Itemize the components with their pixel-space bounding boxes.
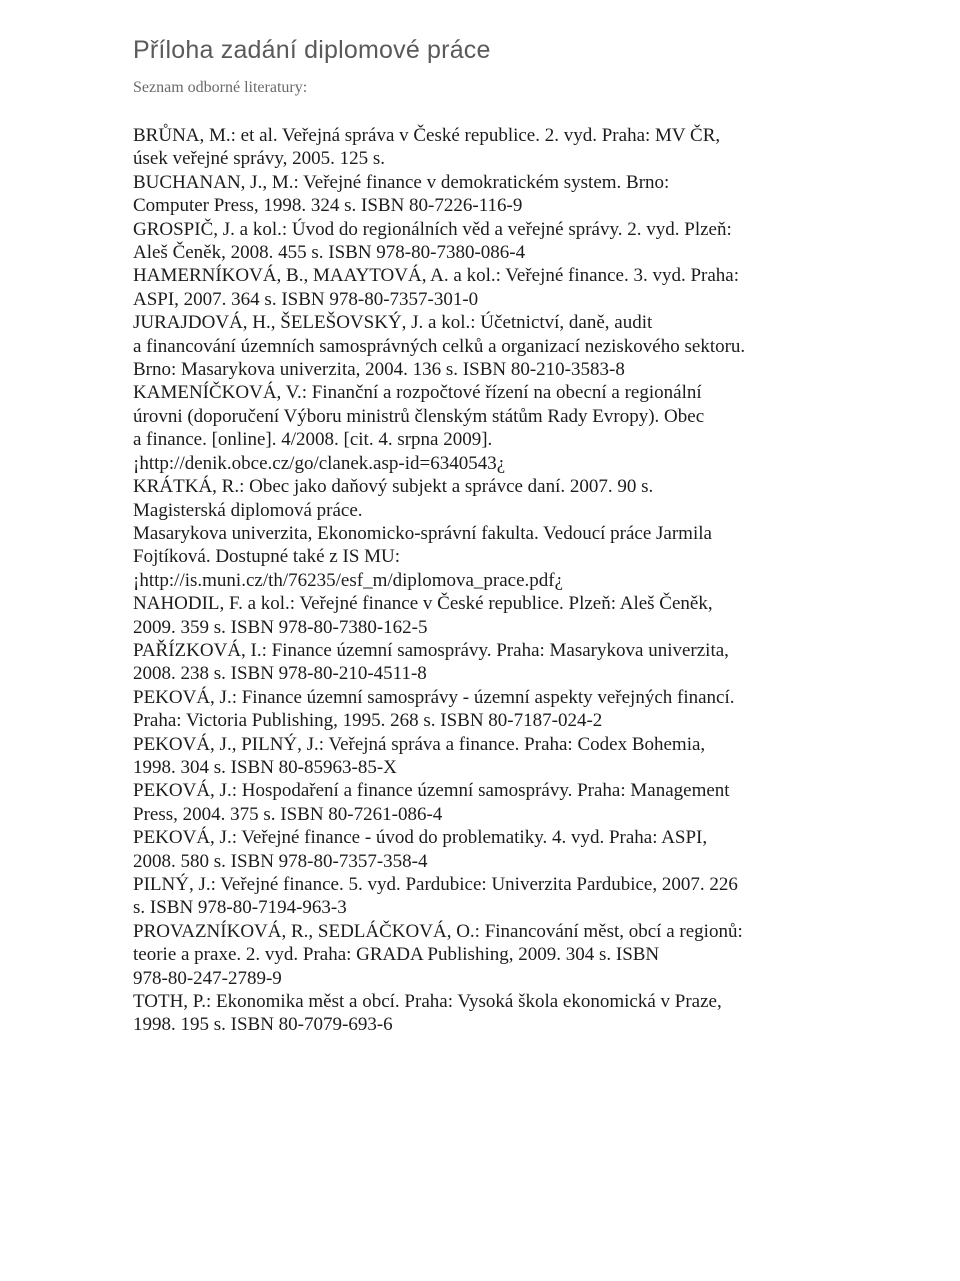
reference-line: PAŘÍZKOVÁ, I.: Finance územní samosprávy. Praha: Masarykova univerzita, xyxy=(133,639,729,661)
reference-item xyxy=(133,779,903,826)
reference-line: Praha: Victoria Publishing, 1995. 268 s. ISBN 80-7187-024-2 xyxy=(133,710,603,732)
reference-item xyxy=(133,171,903,218)
reference-line: a financování územních samosprávných celků a organizací neziskového sektoru. xyxy=(133,335,746,357)
reference-line: HAMERNÍKOVÁ, B., MAAYTOVÁ, A. a kol.: Veřejné finance. 3. vyd. Praha: xyxy=(133,265,739,287)
reference-line: 2009. 359 s. ISBN 978-80-7380-162-5 xyxy=(133,616,428,638)
reference-line: Masarykova univerzita, Ekonomicko-správní fakulta. Vedoucí práce Jarmila xyxy=(133,522,712,544)
reference-item xyxy=(133,733,903,780)
reference-item xyxy=(133,218,903,265)
reference-line: a finance. [online]. 4/2008. [cit. 4. srpna 2009]. xyxy=(133,429,493,451)
reference-item xyxy=(133,592,903,639)
reference-line: Computer Press, 1998. 324 s. ISBN 80-7226-116-9 xyxy=(133,195,523,217)
reference-line: TOTH, P.: Ekonomika měst a obcí. Praha: Vysoká škola ekonomická v Praze, xyxy=(133,991,722,1013)
reference-url[interactable]: ¡http://is.muni.cz/th/76235/esf_m/diplomova_prace.pdf¿ xyxy=(133,569,564,591)
reference-line: Press, 2004. 375 s. ISBN 80-7261-086-4 xyxy=(133,803,443,825)
reference-item xyxy=(133,873,903,920)
reference-item xyxy=(133,990,903,1037)
reference-line: 2008. 238 s. ISBN 978-80-210-4511-8 xyxy=(133,663,427,685)
reference-line: PEKOVÁ, J., PILNÝ, J.: Veřejná správa a finance. Praha: Codex Bohemia, xyxy=(133,733,706,755)
reference-item xyxy=(133,686,903,733)
reference-line: teorie a praxe. 2. vyd. Praha: GRADA Publishing, 2009. 304 s. ISBN xyxy=(133,944,660,966)
reference-item xyxy=(133,264,903,311)
reference-line: Magisterská diplomová práce. xyxy=(133,499,363,521)
reference-line: NAHODIL, F. a kol.: Veřejné finance v České republice. Plzeň: Aleš Čeněk, xyxy=(133,593,713,615)
reference-line: PEKOVÁ, J.: Finance územní samosprávy - územní aspekty veřejných financí. xyxy=(133,686,735,708)
reference-line: PILNÝ, J.: Veřejné finance. 5. vyd. Pardubice: Univerzita Pardubice, 2007. 226 xyxy=(133,874,738,895)
reference-line: PROVAZNÍKOVÁ, R., SEDLÁČKOVÁ, O.: Financování měst, obcí a regionů: xyxy=(133,920,743,942)
reference-line: Aleš Čeněk, 2008. 455 s. ISBN 978-80-7380-086-4 xyxy=(133,242,526,264)
reference-line: 978-80-247-2789-9 xyxy=(133,967,282,989)
section-subtitle: Seznam odborné literatury: xyxy=(133,79,308,96)
reference-line: KRÁTKÁ, R.: Obec jako daňový subjekt a správce daní. 2007. 90 s. xyxy=(133,476,654,498)
reference-line: Brno: Masarykova univerzita, 2004. 136 s. ISBN 80-210-3583-8 xyxy=(133,359,625,381)
reference-line: ASPI, 2007. 364 s. ISBN 978-80-7357-301-0 xyxy=(133,288,479,310)
reference-list xyxy=(133,124,903,1037)
reference-item xyxy=(133,475,903,592)
reference-line: úsek veřejné správy, 2005. 125 s. xyxy=(133,148,386,170)
reference-item xyxy=(133,124,903,171)
reference-line: PEKOVÁ, J.: Hospodaření a finance územní samosprávy. Praha: Management xyxy=(133,780,730,802)
page-title: Příloha zadání diplomové práce xyxy=(133,36,491,64)
reference-line: 1998. 304 s. ISBN 80-85963-85-X xyxy=(133,756,397,778)
reference-line: BRŮNA, M.: et al. Veřejná správa v České republice. 2. vyd. Praha: MV ČR, xyxy=(133,125,721,146)
reference-item xyxy=(133,826,903,873)
reference-item xyxy=(133,920,903,990)
reference-line: úrovni (doporučení Výboru ministrů členským státům Rady Evropy). Obec xyxy=(133,405,705,427)
reference-line: 2008. 580 s. ISBN 978-80-7357-358-4 xyxy=(133,850,428,872)
reference-item xyxy=(133,381,903,475)
reference-line: s. ISBN 978-80-7194-963-3 xyxy=(133,897,347,919)
reference-line: JURAJDOVÁ, H., ŠELEŠOVSKÝ, J. a kol.: Účetnictví, daně, audit xyxy=(133,312,653,334)
reference-line: Fojtíková. Dostupné také z IS MU: xyxy=(133,546,401,568)
reference-line: KAMENÍČKOVÁ, V.: Finanční a rozpočtové řízení na obecní a regionální xyxy=(133,382,702,404)
reference-line: 1998. 195 s. ISBN 80-7079-693-6 xyxy=(133,1014,393,1036)
reference-line: BUCHANAN, J., M.: Veřejné finance v demokratickém system. Brno: xyxy=(133,171,670,193)
reference-item xyxy=(133,639,903,686)
reference-line: GROSPIČ, J. a kol.: Úvod do regionálních věd a veřejné správy. 2. vyd. Plzeň: xyxy=(133,218,732,240)
reference-line: PEKOVÁ, J.: Veřejné finance - úvod do problematiky. 4. vyd. Praha: ASPI, xyxy=(133,827,708,849)
reference-url[interactable]: ¡http://denik.obce.cz/go/clanek.asp-id=6340543¿ xyxy=(133,452,506,474)
reference-item xyxy=(133,311,903,381)
